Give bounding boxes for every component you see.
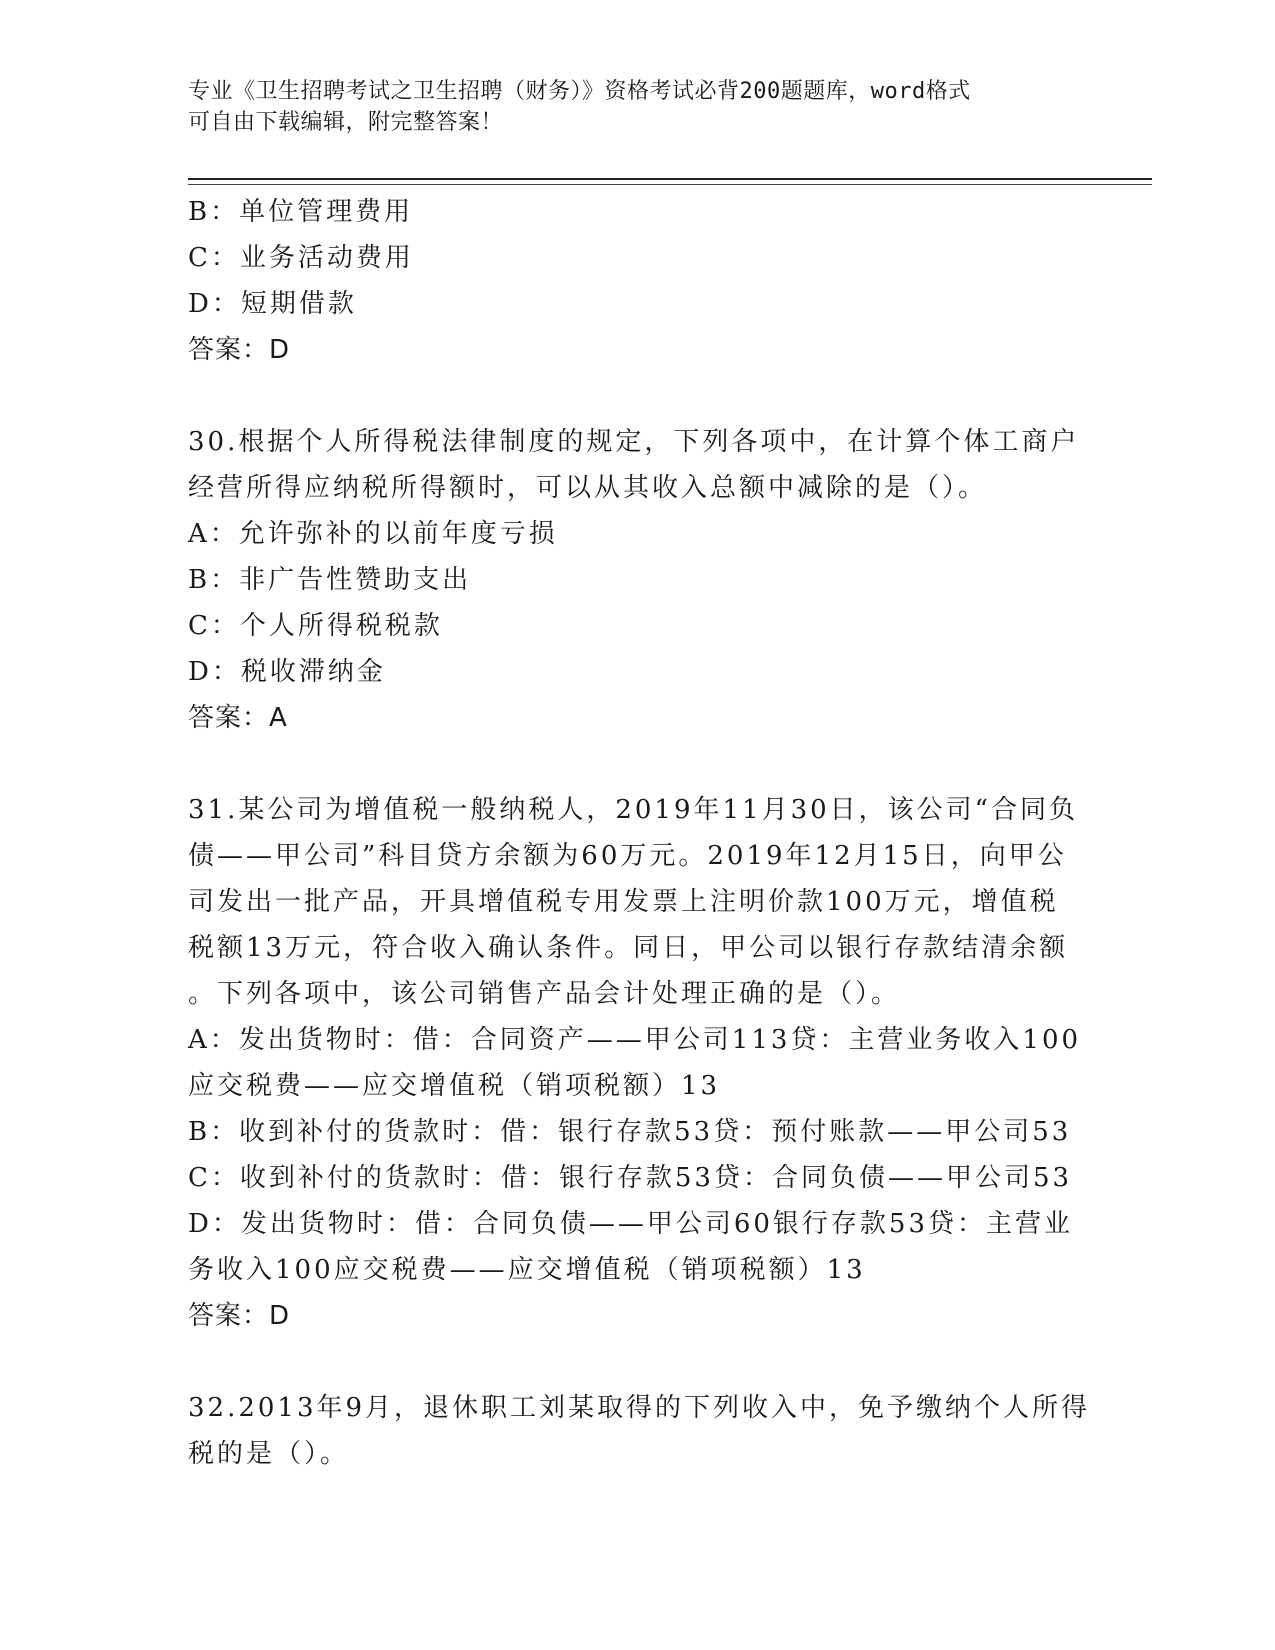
answer: 答案：D <box>188 335 291 365</box>
option-b: B：收到补付的货款时：借：银行存款53贷：预付账款——甲公司53 <box>188 1117 1072 1147</box>
question-stem-line: 32.2013年9月，退休职工刘某取得的下列收入中，免予缴纳个人所得 <box>188 1393 1091 1423</box>
document-header <box>188 76 1068 138</box>
question-content <box>188 189 1091 1477</box>
option-c: C：业务活动费用 <box>188 243 414 273</box>
answer: 答案：A <box>188 703 288 733</box>
question-32 <box>188 1385 1091 1477</box>
question-stem-line: 30.根据个人所得税法律制度的规定，下列各项中，在计算个体工商户 <box>188 427 1080 457</box>
option-a: A：允许弥补的以前年度亏损 <box>188 519 558 549</box>
option-c: C：个人所得税税款 <box>188 611 443 641</box>
option-d: D：发出货物时：借：合同负债——甲公司60银行存款53贷：主营业 <box>188 1209 1074 1239</box>
answer: 答案：D <box>188 1301 291 1331</box>
question-stem-line: 税的是（）。 <box>188 1439 350 1469</box>
question-stem-line: 31.某公司为增值税一般纳税人，2019年11月30日，该公司“合同负 <box>188 795 1078 825</box>
question-29-tail <box>188 189 1088 373</box>
question-31 <box>188 787 1088 1339</box>
spacer <box>188 741 1088 787</box>
option-b: B：单位管理费用 <box>188 197 414 227</box>
option-b: B：非广告性赞助支出 <box>188 565 472 595</box>
option-a-continued: 应交税费——应交增值税（销项税额）13 <box>188 1071 721 1101</box>
header-line-1: 专业《卫生招聘考试之卫生招聘（财务）》资格考试必背200题题库，word格式 <box>188 79 971 104</box>
question-stem-line: 经营所得应纳税所得额时，可以从其收入总额中减除的是（）。 <box>188 473 988 503</box>
spacer <box>188 373 1088 419</box>
header-divider-thin <box>188 184 1152 185</box>
question-30 <box>188 419 1088 741</box>
question-stem-line: 债——甲公司”科目贷方余额为60万元。2019年12月15日，向甲公 <box>188 841 1067 871</box>
question-stem-line: 税额13万元，符合收入确认条件。同日，甲公司以银行存款结清余额 <box>188 933 1069 963</box>
question-stem-line: 。下列各项中，该公司销售产品会计处理正确的是（）。 <box>188 979 901 1009</box>
header-divider-thick <box>188 178 1152 180</box>
option-d: D：短期借款 <box>188 289 357 319</box>
question-stem-line: 司发出一批产品，开具增值税专用发票上注明价款100万元，增值税 <box>188 887 1059 917</box>
header-line-2: 可自由下载编辑，附完整答案！ <box>188 110 504 135</box>
option-a: A：发出货物时：借：合同资产——甲公司113贷：主营业务收入100 <box>188 1025 1082 1055</box>
option-d: D：税收滞纳金 <box>188 657 386 687</box>
option-c: C：收到补付的货款时：借：银行存款53贷：合同负债——甲公司53 <box>188 1163 1073 1193</box>
spacer <box>188 1339 1088 1385</box>
option-d-continued: 务收入100应交税费——应交增值税（销项税额）13 <box>188 1255 866 1285</box>
